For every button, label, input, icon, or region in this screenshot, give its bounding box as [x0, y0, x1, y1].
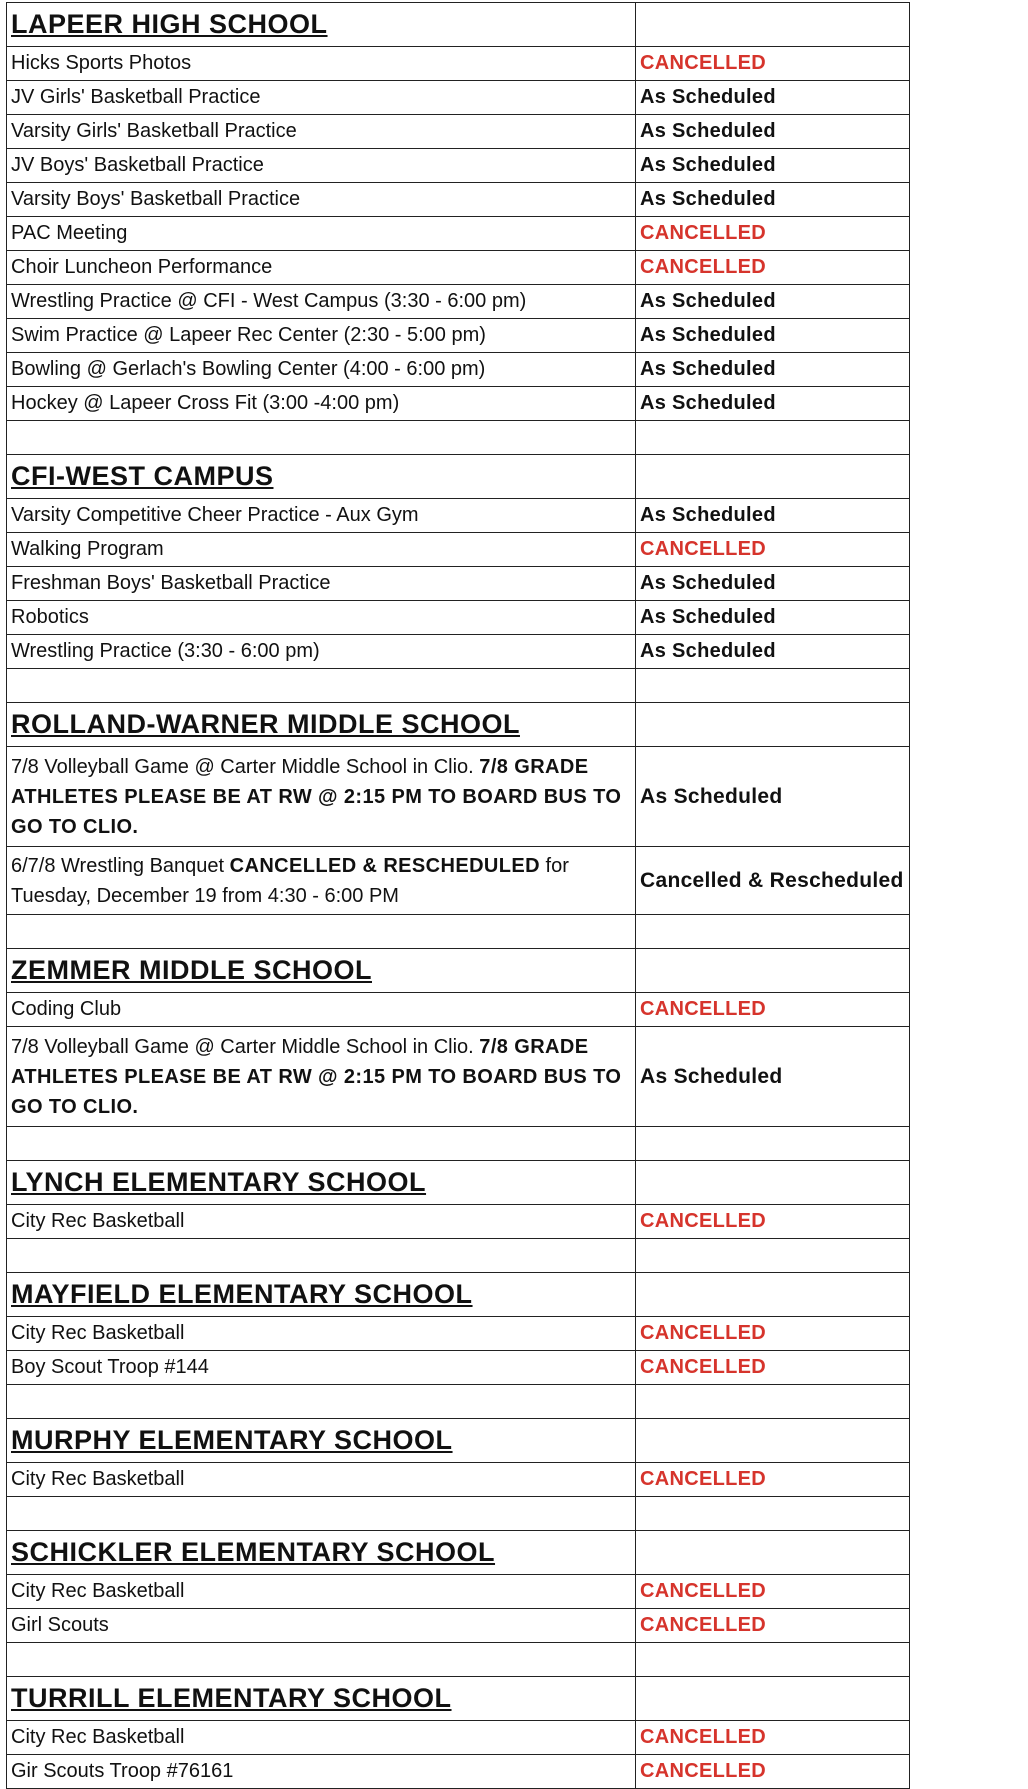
event-status: CANCELLED	[636, 1463, 910, 1497]
table-row	[7, 993, 910, 1027]
event-status: As Scheduled	[636, 601, 910, 635]
event-name: Boy Scout Troop #144	[7, 1351, 636, 1385]
table-row	[7, 251, 910, 285]
table-row	[7, 499, 910, 533]
event-name: Gir Scouts Troop #76161	[7, 1755, 636, 1789]
table-row	[7, 1027, 910, 1127]
event-name	[7, 747, 636, 847]
spacer-row	[7, 1643, 910, 1677]
event-status: CANCELLED	[636, 217, 910, 251]
spacer-row	[7, 669, 910, 703]
event-name: JV Girls' Basketball Practice	[7, 81, 636, 115]
table-row	[7, 1755, 910, 1789]
event-name: Walking Program	[7, 533, 636, 567]
table-row	[7, 387, 910, 421]
table-row	[7, 1351, 910, 1385]
event-notice: 7/8 GRADE ATHLETES PLEASE BE AT RW @ 2:15 PM TO BOARD BUS TO GO TO CLIO.	[11, 1035, 622, 1118]
event-status: Cancelled & Rescheduled	[636, 847, 910, 915]
section-title: MAYFIELD ELEMENTARY SCHOOL	[7, 1273, 636, 1317]
section-header	[7, 703, 910, 747]
table-row	[7, 149, 910, 183]
event-status: CANCELLED	[636, 47, 910, 81]
event-status: As Scheduled	[636, 747, 910, 847]
section-header	[7, 455, 910, 499]
event-name: Hicks Sports Photos	[7, 47, 636, 81]
table-row	[7, 847, 910, 915]
table-row	[7, 1575, 910, 1609]
table-row	[7, 353, 910, 387]
event-status: CANCELLED	[636, 1609, 910, 1643]
event-status: As Scheduled	[636, 149, 910, 183]
event-name: JV Boys' Basketball Practice	[7, 149, 636, 183]
event-name: City Rec Basketball	[7, 1721, 636, 1755]
table-row	[7, 1721, 910, 1755]
event-notice: CANCELLED & RESCHEDULED	[229, 854, 540, 877]
event-status: As Scheduled	[636, 81, 910, 115]
event-name: Wrestling Practice @ CFI - West Campus (3:30 - 6:00 pm)	[7, 285, 636, 319]
event-text-cont: for Tuesday, December 19 from 4:30 - 6:00 PM	[11, 854, 569, 907]
table-row	[7, 533, 910, 567]
schedule-sheet	[6, 2, 910, 1789]
table-row	[7, 1463, 910, 1497]
spacer-row	[7, 421, 910, 455]
event-name: Varsity Boys' Basketball Practice	[7, 183, 636, 217]
event-status: As Scheduled	[636, 353, 910, 387]
event-name: Wrestling Practice (3:30 - 6:00 pm)	[7, 635, 636, 669]
section-header	[7, 1677, 910, 1721]
section-title: SCHICKLER ELEMENTARY SCHOOL	[7, 1531, 636, 1575]
section-header	[7, 1273, 910, 1317]
event-status: As Scheduled	[636, 635, 910, 669]
schedule-body	[7, 3, 910, 1789]
event-name	[7, 1027, 636, 1127]
section-header	[7, 949, 910, 993]
event-name: Girl Scouts	[7, 1609, 636, 1643]
event-name: Choir Luncheon Performance	[7, 251, 636, 285]
table-row	[7, 81, 910, 115]
section-header	[7, 1161, 910, 1205]
table-row	[7, 601, 910, 635]
table-row	[7, 285, 910, 319]
event-name: Varsity Girls' Basketball Practice	[7, 115, 636, 149]
section-title: TURRILL ELEMENTARY SCHOOL	[7, 1677, 636, 1721]
event-status: As Scheduled	[636, 387, 910, 421]
event-name: City Rec Basketball	[7, 1463, 636, 1497]
table-row	[7, 47, 910, 81]
spacer-row	[7, 915, 910, 949]
table-row	[7, 115, 910, 149]
event-name: City Rec Basketball	[7, 1205, 636, 1239]
section-header	[7, 3, 910, 47]
section-title: MURPHY ELEMENTARY SCHOOL	[7, 1419, 636, 1463]
event-name: City Rec Basketball	[7, 1575, 636, 1609]
event-status: CANCELLED	[636, 1721, 910, 1755]
event-status: As Scheduled	[636, 183, 910, 217]
event-notice: 7/8 GRADE ATHLETES PLEASE BE AT RW @ 2:15 PM TO BOARD BUS TO GO TO CLIO.	[11, 755, 622, 838]
event-status: As Scheduled	[636, 1027, 910, 1127]
table-row	[7, 1609, 910, 1643]
spacer-row	[7, 1239, 910, 1273]
section-header	[7, 1419, 910, 1463]
table-row	[7, 183, 910, 217]
table-row	[7, 1205, 910, 1239]
event-status: As Scheduled	[636, 567, 910, 601]
event-name: Hockey @ Lapeer Cross Fit (3:00 -4:00 pm)	[7, 387, 636, 421]
table-row	[7, 635, 910, 669]
event-status: CANCELLED	[636, 1351, 910, 1385]
event-name: City Rec Basketball	[7, 1317, 636, 1351]
event-text: 6/7/8 Wrestling Banquet	[11, 854, 230, 877]
event-status: As Scheduled	[636, 285, 910, 319]
section-title: ZEMMER MIDDLE SCHOOL	[7, 949, 636, 993]
event-text: 7/8 Volleyball Game @ Carter Middle School in Clio.	[11, 1035, 480, 1058]
table-row	[7, 567, 910, 601]
event-status: As Scheduled	[636, 319, 910, 353]
event-name: Freshman Boys' Basketball Practice	[7, 567, 636, 601]
event-status: CANCELLED	[636, 1575, 910, 1609]
table-row	[7, 1317, 910, 1351]
event-status: CANCELLED	[636, 1205, 910, 1239]
table-row	[7, 319, 910, 353]
event-name: Coding Club	[7, 993, 636, 1027]
spacer-row	[7, 1127, 910, 1161]
event-name: Bowling @ Gerlach's Bowling Center (4:00 - 6:00 pm)	[7, 353, 636, 387]
table-row	[7, 217, 910, 251]
spacer-row	[7, 1385, 910, 1419]
section-title: CFI-WEST CAMPUS	[7, 455, 636, 499]
event-name: PAC Meeting	[7, 217, 636, 251]
event-status: CANCELLED	[636, 533, 910, 567]
section-title: LAPEER HIGH SCHOOL	[7, 3, 636, 47]
event-name: Robotics	[7, 601, 636, 635]
event-status: CANCELLED	[636, 1755, 910, 1789]
event-status: CANCELLED	[636, 993, 910, 1027]
event-status: CANCELLED	[636, 251, 910, 285]
event-status: CANCELLED	[636, 1317, 910, 1351]
event-status: As Scheduled	[636, 499, 910, 533]
event-name: Swim Practice @ Lapeer Rec Center (2:30 - 5:00 pm)	[7, 319, 636, 353]
spacer-row	[7, 1497, 910, 1531]
event-status: As Scheduled	[636, 115, 910, 149]
section-title: ROLLAND-WARNER MIDDLE SCHOOL	[7, 703, 636, 747]
event-name: Varsity Competitive Cheer Practice - Aux Gym	[7, 499, 636, 533]
table-row	[7, 747, 910, 847]
event-name	[7, 847, 636, 915]
section-title: LYNCH ELEMENTARY SCHOOL	[7, 1161, 636, 1205]
section-header	[7, 1531, 910, 1575]
event-text: 7/8 Volleyball Game @ Carter Middle School in Clio.	[11, 755, 480, 778]
